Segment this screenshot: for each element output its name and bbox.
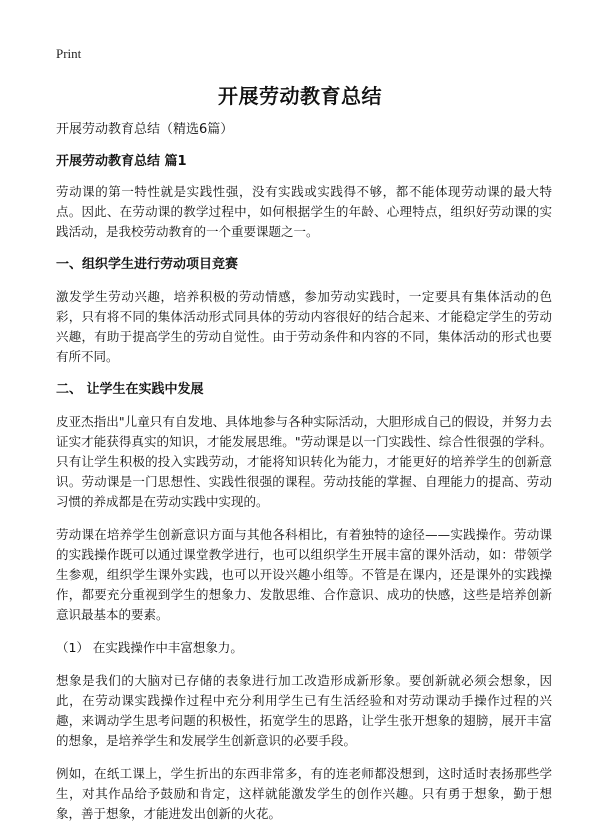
document-body — [56, 120, 552, 837]
paragraph-piaget: 皮亚杰指出"儿童只有自发地、具体地参与各种实际活动，大胆形成自己的假设，并努力去证实才能获得真实的知识，才能发展思维。"劳动课是以一门实践性、综合性很强的学科。只有让学生积极的投入实践劳动，才能将知识转化为能力，才能更好的培养学生的创新意识。劳动课是一门思想性、实践性很强的课程。劳动技能的掌握、自理能力的提高、劳动习惯的养成都是在劳动实践中实现的。 — [56, 414, 552, 509]
paragraph-imagination: 想象是我们的大脑对已存储的表象进行加工改造形成新形象。要创新就必须会想象，因此，在劳动课实践操作过程中充分利用学生已有生活经验和对劳动课动手操作过程的兴趣，来调动学生思考问题的积极性，拓宽学生的思路，让学生张开想象的翅膀，展开丰富的想象，是培养学生和发展学生创新意识的必要手段。 — [56, 673, 552, 748]
print-link[interactable]: Print — [56, 46, 82, 61]
paragraph-competition: 激发学生劳动兴趣，培养积极的劳动情感，参加劳动实践时，一定要具有集体活动的色彩，只有将不同的集体活动形式同具体的劳动内容很好的结合起来、才能稳定学生的劳动兴趣，有助于提高学生的劳动自觉性。由于劳动条件和内容的不同，集体活动的形式也要有所不同。 — [56, 289, 552, 364]
page-title: 开展劳动教育总结 — [218, 84, 382, 108]
paragraph-imagination-heading: （1） 在实践操作中丰富想象力。 — [56, 640, 243, 655]
heading-practice-development: 二、 让学生在实践中发展 — [56, 382, 204, 397]
paragraph-practical-operation: 劳动课在培养学生创新意识方面与其他各科相比，有着独特的途径——实践操作。劳动课的实践操作既可以通过课堂教学进行，也可以组织学生开展丰富的课外活动，如：带领学生参观，组织学生课外实践，也可以开设兴趣小组等。不管是在课内，还是课外的实践操作，都要充分重视到学生的想象力、发散思维、合作意识、成功的快感，这些是培养创新意识最基本的要素。 — [56, 527, 552, 622]
section-title: 开展劳动教育总结 篇1 — [56, 154, 187, 169]
document-subtitle: 开展劳动教育总结（精选6篇） — [56, 122, 234, 137]
paragraph-example: 例如，在纸工课上，学生折出的东西非常多，有的连老师都没想到，这时适时表扬那些学生，对其作品给予鼓励和肯定，这样就能激发学生的创作兴趣。只有勇于想象，勤于想象，善于想象，才能进发出创新的火花。 — [56, 766, 552, 821]
paragraph-intro: 劳动课的第一特性就是实践性强，没有实践或实践得不够，都不能体现劳动课的最大特点。因此、在劳动课的教学过程中，如何根据学生的年龄、心理特点，组织好劳动课的实践活动，是我校劳动教育的一个重要课题之一。 — [56, 184, 552, 239]
heading-project-competition: 一、组织学生进行劳动项目竞赛 — [56, 257, 239, 272]
